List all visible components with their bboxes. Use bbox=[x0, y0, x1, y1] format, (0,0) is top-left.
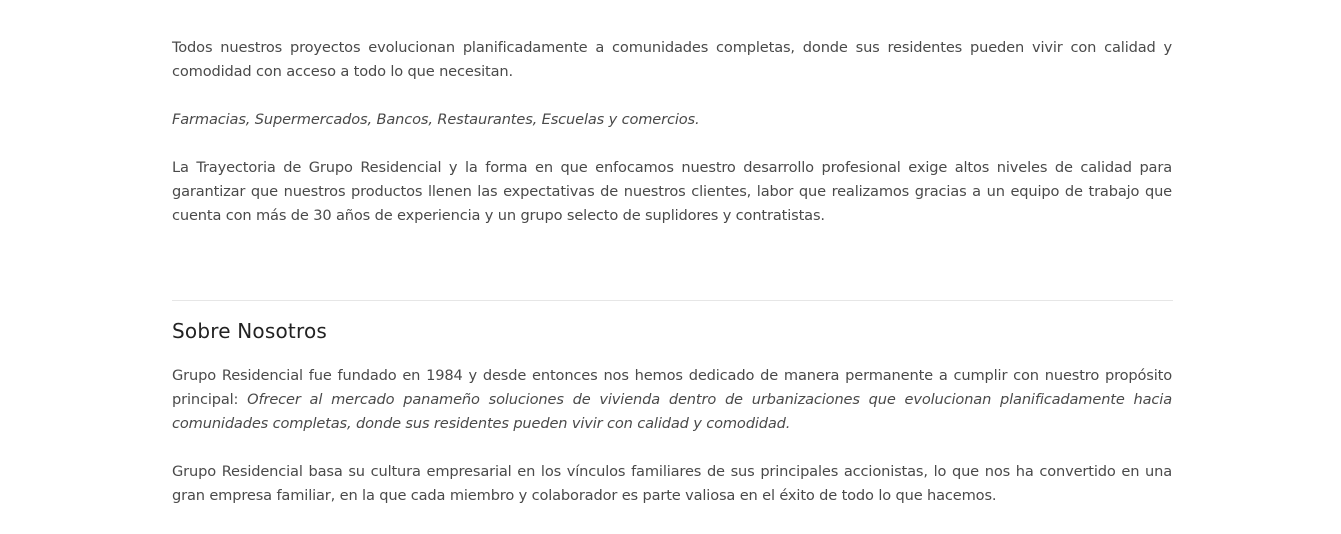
about-paragraph-culture: Grupo Residencial basa su cultura empresarial en los vínculos familiares de sus principales accionistas, lo que nos ha convertido en una gran empresa familiar, en la que cada miembro y colaborador es parte valiosa en el éxito de todo lo que hacemos. bbox=[172, 463, 1172, 504]
purpose-text: Ofrecer al mercado panameño soluciones de vivienda dentro de urbanizaciones que evolucionan planificadamente hacia comunidades completas, donde sus residentes pueden vivir con calidad y comodidad. bbox=[172, 391, 1172, 432]
amenities-text: Farmacias, Supermercados, Bancos, Restaurantes, Escuelas y comercios. bbox=[172, 111, 700, 128]
about-paragraph-founding bbox=[172, 364, 1172, 436]
section-heading-about: Sobre Nosotros bbox=[172, 319, 328, 343]
intro-paragraph: Todos nuestros proyectos evolucionan planificadamente a comunidades completas, donde sus residentes pueden vivir con calidad y comodidad con acceso a todo lo que necesitan. bbox=[172, 39, 1172, 80]
trajectory-paragraph: La Trayectoria de Grupo Residencial y la forma en que enfocamos nuestro desarrollo profesional exige altos niveles de calidad para garantizar que nuestros productos llenen las expectativas de nuestros clientes, labor que realizamos gracias a un equipo de trabajo que cuenta con más de 30 años de experiencia y un grupo selecto de suplidores y contratistas. bbox=[172, 159, 1172, 224]
founding-text: Grupo Residencial fue fundado en 1984 y desde entonces nos hemos dedicado de manera permanente a cumplir con nuestro propósito principal: bbox=[172, 367, 1172, 408]
section-divider bbox=[172, 300, 1173, 301]
